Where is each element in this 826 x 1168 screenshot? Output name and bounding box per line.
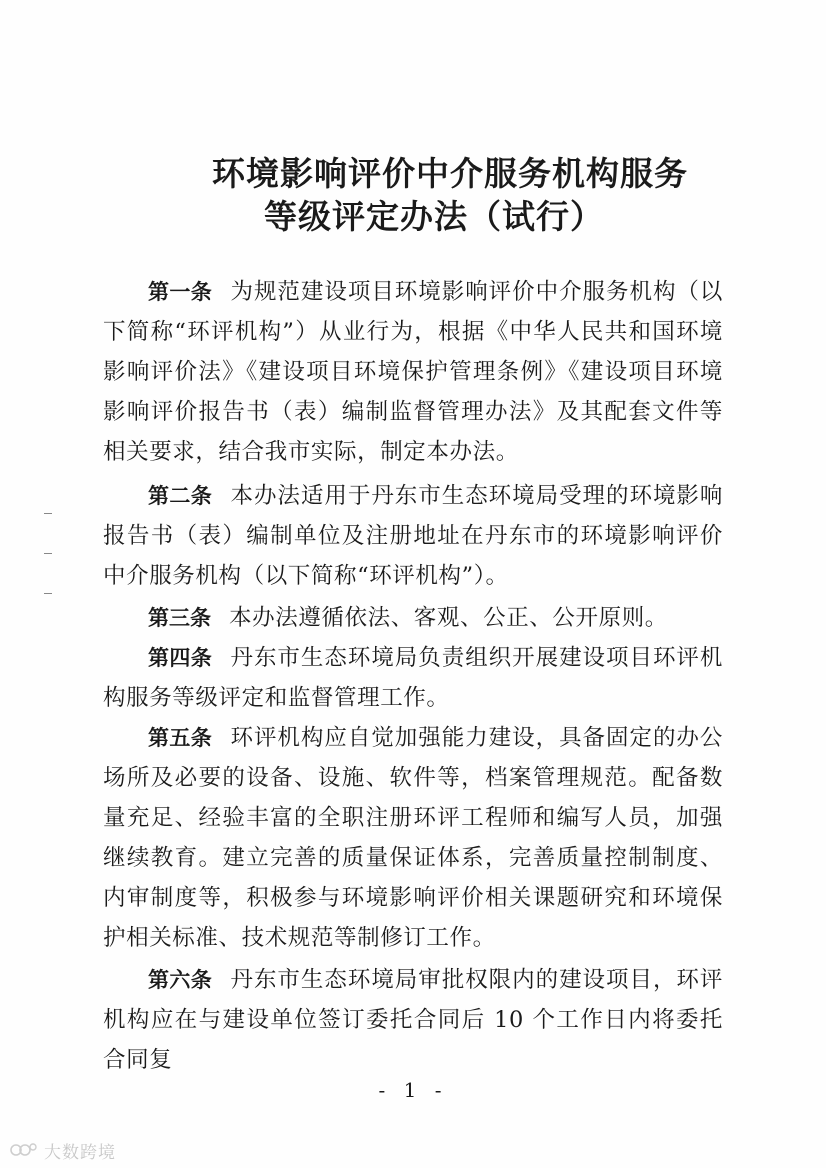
article-1-text: 为规范建设项目环境影响评价中介服务机构（以下简称“环评机构”）从业行为，根据《中华人民共和国环境影响评价法》《建设项目环境保护管理条例》《建设项目环境影响评价报告书（表）编制监督管理办法》及其配套文件等相关要求，结合我市实际，制定本办法。 xyxy=(103,279,724,465)
page-number: - 1 - xyxy=(378,1078,448,1102)
article-4-text: 丹东市生态环境局负责组织开展建设项目环评机构服务等级评定和监督管理工作。 xyxy=(103,645,724,711)
article-5 xyxy=(103,718,723,958)
document-title-line1: 环境影响评价中介服务机构服务 xyxy=(212,154,688,193)
margin-mark xyxy=(44,593,52,594)
article-1 xyxy=(103,272,723,472)
article-4 xyxy=(103,638,723,718)
watermark-logo-icon xyxy=(10,1141,38,1159)
article-6 xyxy=(103,960,723,1080)
article-3 xyxy=(103,598,723,638)
article-2-text: 本办法适用于丹东市生态环境局受理的环境影响报告书（表）编制单位及注册地址在丹东市的环境影响评价中介服务机构（以下简称“环评机构”）。 xyxy=(103,483,724,589)
article-2-heading: 第二条 xyxy=(148,484,213,508)
article-5-heading: 第五条 xyxy=(148,726,213,750)
article-3-heading: 第三条 xyxy=(148,606,211,630)
margin-mark xyxy=(44,513,52,514)
article-1-heading: 第一条 xyxy=(148,280,213,304)
watermark xyxy=(10,1139,116,1161)
article-6-text: 丹东市生态环境局审批权限内的建设项目，环评机构应在与建设单位签订委托合同后 10 个工作日内将委托合同复 xyxy=(103,967,724,1073)
article-6-heading: 第六条 xyxy=(148,968,213,992)
document-title-line2: 等级评定办法（试行） xyxy=(264,197,604,236)
article-4-heading: 第四条 xyxy=(148,646,213,670)
margin-mark xyxy=(44,553,52,554)
watermark-text: 大数跨境 xyxy=(44,1142,116,1163)
article-2 xyxy=(103,476,723,596)
article-3-text: 本办法遵循依法、客观、公正、公开原则。 xyxy=(229,605,668,631)
article-5-text: 环评机构应自觉加强能力建设，具备固定的办公场所及必要的设备、设施、软件等，档案管理规范。配备数量充足、经验丰富的全职注册环评工程师和编写人员，加强继续教育。建立完善的质量保证体系，完善质量控制制度、内审制度等，积极参与环境影响评价相关课题研究和环境保护相关标准、技术规范等制修订工作。 xyxy=(103,725,724,951)
